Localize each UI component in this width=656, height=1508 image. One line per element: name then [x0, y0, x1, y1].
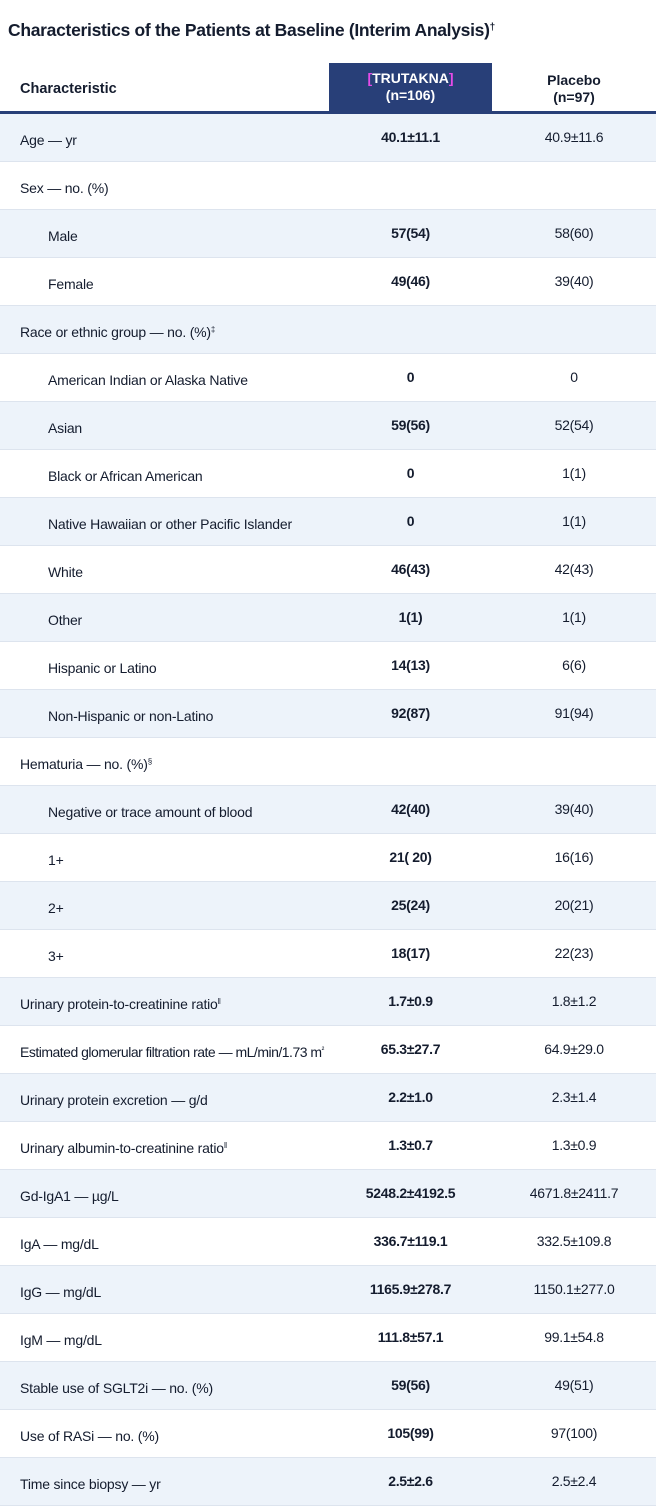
- table-row: [0, 978, 656, 1026]
- row-label: [20, 162, 108, 212]
- placebo-value: 49(51): [554, 1377, 594, 1393]
- trutakna-value: 14(13): [391, 657, 430, 673]
- table-row: [0, 258, 656, 306]
- trutakna-value: 1.3±0.7: [388, 1137, 433, 1153]
- row-label: [20, 306, 215, 356]
- table-row: [0, 882, 656, 930]
- row-label: [48, 210, 78, 260]
- row-label: [48, 546, 83, 596]
- placebo-value: 40.9±11.6: [544, 129, 604, 145]
- table-row: [0, 738, 656, 786]
- row-label: [48, 450, 203, 500]
- table-row: [0, 1314, 656, 1362]
- row-label: [48, 354, 248, 404]
- header-trutakna-column: [329, 63, 492, 111]
- trutakna-value: 2.5±2.6: [388, 1473, 433, 1489]
- row-label: [20, 1026, 324, 1076]
- placebo-value: 20(21): [554, 897, 594, 913]
- row-label: [20, 1314, 102, 1364]
- row-label-text: Negative or trace amount of blood: [48, 804, 253, 820]
- placebo-value: 0: [570, 369, 578, 385]
- row-label: [20, 1362, 213, 1412]
- row-label: [48, 882, 64, 932]
- row-label-text: Female: [48, 276, 94, 292]
- placebo-value: 2.5±2.4: [551, 1473, 597, 1489]
- row-label-text: Race or ethnic group — no. (%): [20, 324, 211, 340]
- row-label-text: Stable use of SGLT2i — no. (%): [20, 1380, 213, 1396]
- placebo-value: 1.8±1.2: [551, 993, 597, 1009]
- placebo-value: 22(23): [554, 945, 594, 961]
- table-row: [0, 498, 656, 546]
- header-bracket-open: [: [367, 70, 373, 86]
- header-characteristic: Characteristic: [20, 81, 117, 97]
- table-row: [0, 1458, 656, 1506]
- trutakna-value: 59(56): [391, 417, 430, 433]
- table-row: [0, 450, 656, 498]
- row-label: [20, 1458, 161, 1508]
- row-label-text: IgG — mg/dL: [20, 1284, 102, 1300]
- row-label: [20, 1266, 101, 1316]
- header-placebo-column: [492, 63, 656, 111]
- row-label: [20, 738, 152, 788]
- trutakna-value: 65.3±27.7: [380, 1041, 441, 1057]
- row-label: [48, 690, 213, 740]
- placebo-value: 332.5±109.8: [536, 1233, 612, 1249]
- row-label: [20, 114, 77, 164]
- table-title-text: Characteristics of the Patients at Baseline (Interim Analysis): [8, 20, 490, 40]
- header-trutakna-n: (n=106): [385, 87, 436, 103]
- row-label-text: 3+: [48, 948, 64, 964]
- row-label-text: Age — yr: [20, 132, 77, 148]
- row-label: [20, 1074, 208, 1124]
- trutakna-value: 1165.9±278.7: [369, 1281, 452, 1297]
- row-label-text: Estimated glomerular filtration rate — mL/min/1.73 m: [20, 1044, 322, 1060]
- row-label-text: Asian: [48, 420, 83, 436]
- table-row: [0, 1218, 656, 1266]
- placebo-value: 2.3±1.4: [551, 1089, 597, 1105]
- table-row: [0, 114, 656, 162]
- row-label-text: Urinary albumin-to-creatinine ratio: [20, 1140, 224, 1156]
- row-label: [48, 642, 156, 692]
- trutakna-value: 59(56): [391, 1377, 430, 1393]
- row-label: [20, 978, 221, 1028]
- trutakna-value: 21( 20): [389, 849, 432, 865]
- row-label-text: Hematuria — no. (%): [20, 756, 148, 772]
- trutakna-value: 1.7±0.9: [388, 993, 433, 1009]
- table-row: [0, 1170, 656, 1218]
- table-row: [0, 1410, 656, 1458]
- table-body: [0, 114, 656, 1506]
- table-row: [0, 1362, 656, 1410]
- table-row: [0, 1122, 656, 1170]
- table-row: [0, 306, 656, 354]
- row-label-text: Sex — no. (%): [20, 180, 109, 196]
- placebo-value: 1150.1±277.0: [533, 1281, 615, 1297]
- placebo-value: 1(1): [562, 513, 586, 529]
- row-footnote-mark: ²: [321, 1045, 324, 1054]
- row-footnote-mark: ‖: [223, 1141, 227, 1150]
- trutakna-value: 1(1): [398, 609, 423, 625]
- placebo-value: 52(54): [554, 417, 594, 433]
- row-label: [48, 834, 64, 884]
- placebo-value: 58(60): [554, 225, 594, 241]
- table-row: [0, 354, 656, 402]
- header-trutakna-name: [329, 70, 492, 87]
- table-title-footnote-mark: †: [489, 22, 495, 33]
- trutakna-value: 0: [406, 465, 415, 481]
- row-label: [48, 594, 82, 644]
- placebo-value: 1(1): [562, 609, 586, 625]
- placebo-value: 4671.8±2411.7: [529, 1185, 619, 1201]
- row-label-text: IgM — mg/dL: [20, 1332, 102, 1348]
- row-label: [48, 258, 93, 308]
- row-label: [20, 1170, 119, 1220]
- table-row: [0, 594, 656, 642]
- row-footnote-mark: ‖: [217, 997, 221, 1006]
- row-label: [20, 1122, 227, 1172]
- trutakna-value: 57(54): [391, 225, 430, 241]
- row-label: [20, 1410, 159, 1460]
- table-row: [0, 402, 656, 450]
- row-footnote-mark: ‡: [210, 325, 216, 334]
- row-label-text: 1+: [48, 852, 64, 868]
- trutakna-value: 0: [406, 369, 415, 385]
- table-header: [0, 63, 656, 111]
- table-row: [0, 162, 656, 210]
- table-row: [0, 1026, 656, 1074]
- row-label: [20, 1218, 99, 1268]
- table-row: [0, 834, 656, 882]
- trutakna-value: 92(87): [391, 705, 430, 721]
- table-title: [8, 20, 495, 41]
- table-row: [0, 1074, 656, 1122]
- header-placebo-name: Placebo: [547, 72, 601, 88]
- table-row: [0, 930, 656, 978]
- row-label-text: Non-Hispanic or non-Latino: [48, 708, 214, 724]
- row-label-text: Time since biopsy — yr: [20, 1476, 161, 1492]
- row-label-text: Black or African American: [48, 468, 203, 484]
- row-label-text: Male: [48, 228, 78, 244]
- header-drug-name: TRUTAKNA: [372, 70, 449, 86]
- placebo-value: 1(1): [562, 465, 586, 481]
- row-label-text: Native Hawaiian or other Pacific Islander: [48, 516, 292, 532]
- row-label-text: American Indian or Alaska Native: [48, 372, 248, 388]
- row-footnote-mark: §: [147, 757, 152, 766]
- trutakna-value: 18(17): [391, 945, 430, 961]
- row-label-text: White: [48, 564, 83, 580]
- placebo-value: 64.9±29.0: [544, 1041, 604, 1057]
- row-label-text: Gd-IgA1 — µg/L: [20, 1188, 119, 1204]
- trutakna-value: 0: [406, 513, 415, 529]
- placebo-value: 39(40): [554, 801, 594, 817]
- placebo-value: 99.1±54.8: [544, 1329, 604, 1345]
- placebo-value: 91(94): [554, 705, 594, 721]
- trutakna-value: 2.2±1.0: [388, 1089, 433, 1105]
- table-row: [0, 690, 656, 738]
- trutakna-value: 111.8±57.1: [377, 1329, 444, 1345]
- row-label-text: Use of RASi — no. (%): [20, 1428, 159, 1444]
- trutakna-value: 42(40): [391, 801, 430, 817]
- row-label-text: Urinary protein-to-creatinine ratio: [20, 996, 218, 1012]
- placebo-value: 16(16): [554, 849, 594, 865]
- trutakna-value: 105(99): [387, 1425, 434, 1441]
- header-placebo-n: (n=97): [553, 89, 595, 105]
- trutakna-value: 5248.2±4192.5: [365, 1185, 456, 1201]
- row-label-text: IgA — mg/dL: [20, 1236, 99, 1252]
- table-row: [0, 210, 656, 258]
- row-label: [48, 930, 64, 980]
- row-label-text: Hispanic or Latino: [48, 660, 157, 676]
- trutakna-value: 336.7±119.1: [373, 1233, 448, 1249]
- table-row: [0, 546, 656, 594]
- table-row: [0, 786, 656, 834]
- row-label-text: 2+: [48, 900, 64, 916]
- placebo-value: 1.3±0.9: [551, 1137, 597, 1153]
- row-label-text: Urinary protein excretion — g/d: [20, 1092, 208, 1108]
- row-label: [48, 402, 82, 452]
- trutakna-value: 25(24): [391, 897, 430, 913]
- table-row: [0, 1266, 656, 1314]
- placebo-value: 97(100): [550, 1425, 598, 1441]
- trutakna-value: 40.1±11.1: [381, 129, 440, 145]
- row-label-text: Other: [48, 612, 83, 628]
- placebo-value: 42(43): [554, 561, 594, 577]
- header-bracket-close: ]: [448, 70, 454, 86]
- placebo-value: 6(6): [562, 657, 586, 673]
- table-row: [0, 642, 656, 690]
- placebo-value: 39(40): [554, 273, 594, 289]
- row-label: [48, 498, 292, 548]
- row-label: [48, 786, 252, 836]
- trutakna-value: 46(43): [391, 561, 430, 577]
- trutakna-value: 49(46): [391, 273, 430, 289]
